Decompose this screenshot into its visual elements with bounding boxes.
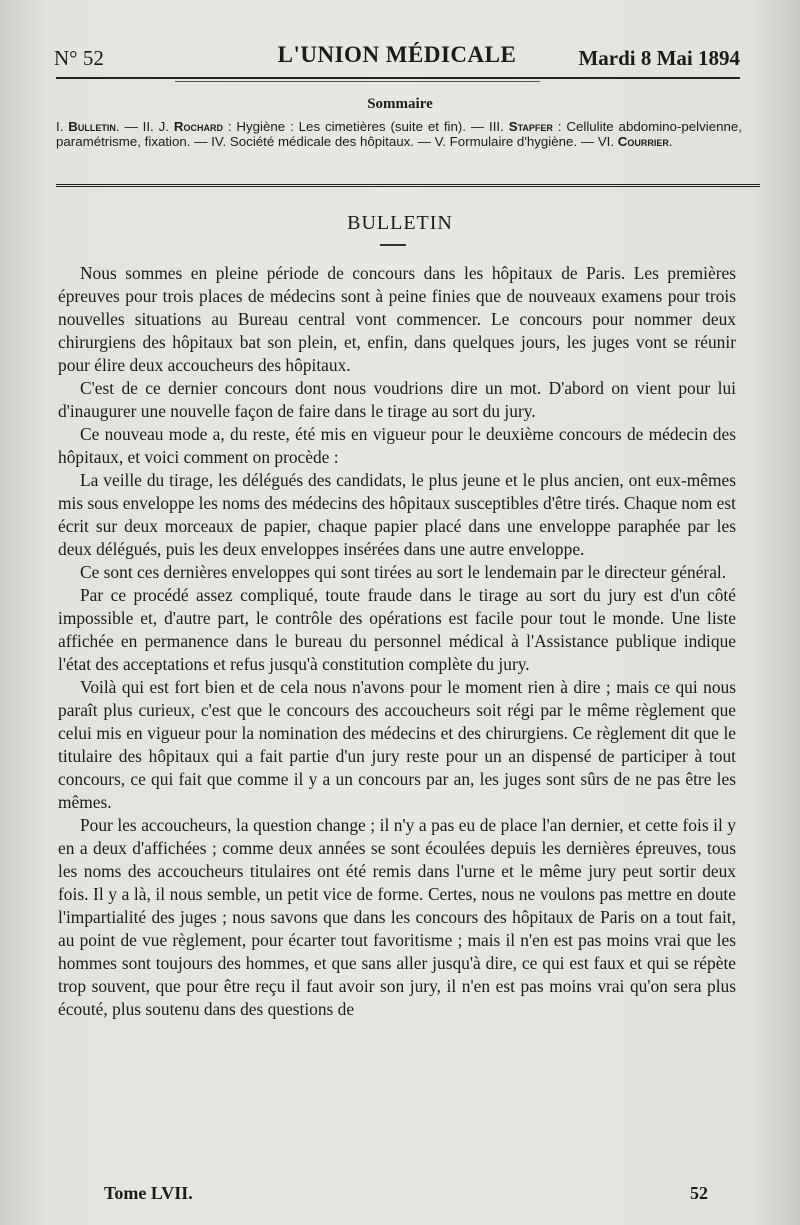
page-number: 52 xyxy=(690,1183,708,1203)
article-body xyxy=(58,262,736,1021)
sommaire-head: Stapfer xyxy=(508,119,553,134)
section-rule xyxy=(56,184,760,189)
sommaire-head: Bulletin xyxy=(68,119,116,134)
paragraph: Par ce procédé assez compliqué, toute fraude dans le tirage au sort du jury est d'un côté impossible et, d'autre part, le contrôle des opérations est facile pour tout le monde. Une liste affichée en permanence dans le bureau du personnel médical à l'Assistance publique indique l'état des acceptations et refus jusqu'à constitution complète du jury. xyxy=(58,585,736,674)
sommaire-text: . xyxy=(668,134,673,149)
sommaire-text: . — II. J. xyxy=(115,119,174,134)
page-footer xyxy=(104,1183,708,1207)
header-rule-thin xyxy=(175,81,540,82)
masthead xyxy=(54,40,740,72)
journal-title: L'UNION MÉDICALE xyxy=(277,42,517,67)
paragraph: Ce nouveau mode a, du reste, été mis en vigueur pour le deuxième concours de médecin des hôpitaux, et voici comment on procède : xyxy=(58,424,736,467)
sommaire-text: : Hygiène : Les cimetières (suite et fin). — III. xyxy=(222,119,509,134)
issue-date: Mardi 8 Mai 1894 xyxy=(578,46,740,70)
issue-number: N° 52 xyxy=(54,46,104,70)
sommaire-contents xyxy=(56,119,742,149)
sommaire-text: : Cellulite abdomino-pelvienne, paramétrisme, fixation. — IV. Société médicale des hôpitaux. — V. Formulaire d'hygiène. — VI. xyxy=(56,119,742,149)
sommaire-head: Rochard xyxy=(173,119,223,134)
header-rule xyxy=(56,77,740,79)
sommaire-title: Sommaire xyxy=(367,96,433,112)
paragraph: Ce sont ces dernières enveloppes qui sont tirées au sort le lendemain par le directeur général. xyxy=(80,562,727,582)
sommaire-head: Courrier xyxy=(617,134,669,149)
paragraph: Pour les accoucheurs, la question change ; il n'y a pas eu de place l'an dernier, et cette fois il y en a deux d'affichées ; comme deux années se sont écoulées depuis les dernières épreuves, tous les noms des accoucheurs titulaires ont été remis dans l'urne et le même jury peut sortir deux fois. Il y a là, il nous semble, un petit vice de forme. Certes, nous ne voulons pas mettre en doute l'impartialité des juges ; nous savons que dans les concours des hôpitaux de Paris on a tout fait, au point de vue règlement, pour écarter tout favoritisme ; mais il n'en est pas moins vrai que les hommes sont toujours des hommes, et que sans aller jusqu'à dire, ce qui est faux et qui se répète trop souvent, que pour être reçu il faut avoir son jury, il n'en est pas moins vrai qu'on sera plus écouté, plus soutenu dans des questions de xyxy=(58,815,736,1019)
article-title: BULLETIN xyxy=(347,212,453,234)
paragraph: La veille du tirage, les délégués des candidats, le plus jeune et le plus ancien, ont eux-mêmes mis sous enveloppe les noms des médecins des hôpitaux susceptibles d'être tirés. Chaque nom est écrit sur deux morceaux de papier, chaque papier placé dans une enveloppe paraphée par les deux délégués, puis les deux enveloppes insérées dans une autre enveloppe. xyxy=(58,470,736,559)
paragraph: Voilà qui est fort bien et de cela nous n'avons pour le moment rien à dire ; mais ce qui nous paraît plus curieux, c'est que le concours des accoucheurs soit régi par le même règlement que celui mis en vigueur pour la nomination des médecins et des chirurgiens. Ce règlement dit que le titulaire des hôpitaux qui a fait partie d'un jury reste pour un an dispensé de participer à tout concours, ce qui fait que comme il y a un concours par an, les juges sont sûrs de ne pas être les mêmes. xyxy=(58,677,736,812)
sommaire-prefix: I. xyxy=(56,119,69,134)
volume-label: Tome LVII. xyxy=(104,1183,193,1203)
paragraph: C'est de ce dernier concours dont nous voudrions dire un mot. D'abord on vient pour lui d'inaugurer une nouvelle façon de faire dans le tirage au sort du jury. xyxy=(58,378,736,421)
paragraph: Nous sommes en pleine période de concours dans les hôpitaux de Paris. Les premières épreuves pour trois places de médecins sont à peine finies que de nouveaux examens pour trois nouvelles situations au Bureau central vont commencer. Le concours pour nommer deux chirurgiens des hôpitaux bat son plein, et, enfin, dans quelques jours, les juges vont se réunir pour élire deux accoucheurs des hôpitaux. xyxy=(58,263,736,375)
title-dash xyxy=(380,244,406,246)
